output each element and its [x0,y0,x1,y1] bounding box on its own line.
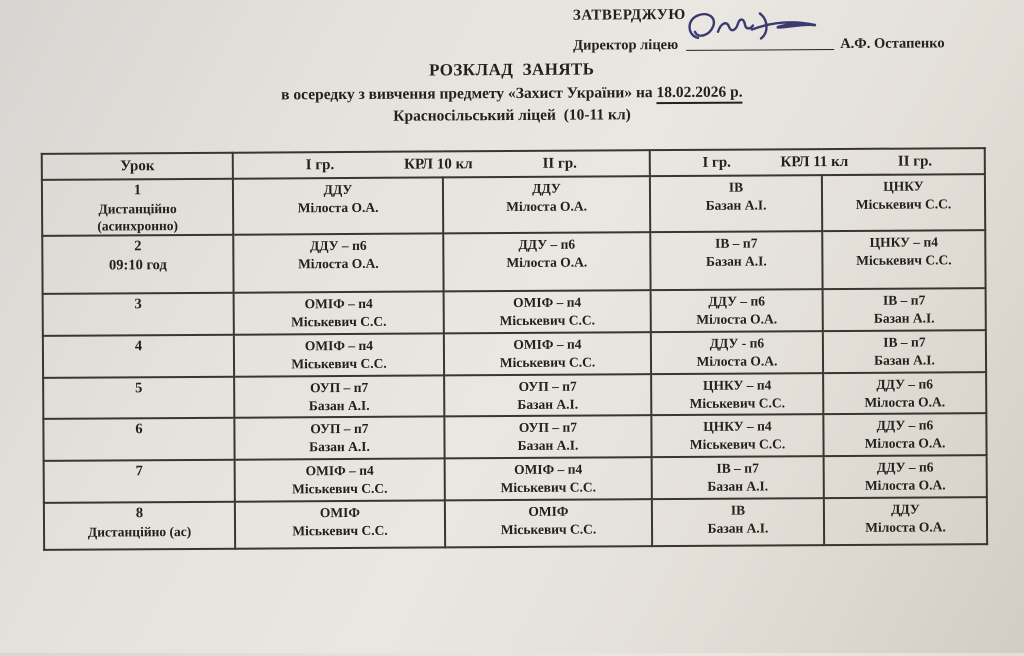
teacher: Базан А.І. [873,310,935,326]
subject: ОМІФ – п4 [305,462,374,479]
teacher: Базан А.І. [707,478,769,494]
subject: ІВ – п7 [882,292,926,308]
subject: ДДУ – п6 [876,459,934,475]
teacher: Мілоста О.А. [696,353,778,369]
schedule-cell [650,175,822,232]
subject: ЦНКУ – п4 [869,234,939,250]
teacher: Базан А.І. [308,397,370,414]
document-title: РОЗКЛАД ЗАНЯТЬ [429,59,595,80]
lesson-number: 6 [135,421,143,438]
table-row [43,413,986,461]
teacher: Мілоста О.А. [864,435,946,451]
class-10-group2-label: ІІ гр. [542,155,577,172]
schedule-cell [822,174,985,231]
lesson-number: 4 [134,338,143,355]
table-row [43,372,986,419]
schedule-cell [235,458,445,501]
lesson-cell [43,293,234,336]
schedule-cell [651,414,823,457]
subject: ОМІФ [319,504,361,521]
schedule-cell [234,291,444,334]
class-11-group2-label: ІІ гр. [897,153,933,170]
teacher: Базан А.І. [707,520,769,536]
schedule-cell [823,413,986,456]
schedule-cell [234,375,444,417]
table-row [42,230,985,294]
teacher: Базан А.І. [705,197,767,213]
table-row [44,455,987,503]
approval-role-label: Директор ліцею [573,36,679,54]
teacher: Базан А.І. [705,253,767,269]
teacher: Базан А.І. [517,437,579,453]
schedule-cell [823,288,986,331]
schedule-cell [444,374,651,416]
document-title-block [40,57,983,128]
schedule-cell [234,333,444,376]
schedule-cell [823,330,986,373]
teacher: Міськевич С.С. [499,354,596,371]
schedule-cell [443,232,650,291]
teacher: Міськевич С.С. [500,479,597,496]
lesson-cell [43,335,234,378]
schedule-cell [233,233,443,292]
lesson-cell [44,502,235,550]
subject: ДДУ – п6 [876,376,934,392]
teacher: Міськевич С.С. [856,252,952,268]
subject: ДДУ [891,501,920,517]
teacher: Базан А.І. [309,438,370,455]
teacher: Мілоста О.А. [506,254,588,271]
lesson-time: 09:10 год [108,257,167,274]
signer-name: А.Ф. Остапенко [840,35,945,52]
subject: ОУП – п7 [310,379,369,396]
subtitle-text: в осередку з вивчення предмету «Захист України» на [281,84,657,104]
subject: ЦНКУ – п4 [702,377,772,393]
subject: ОМІФ – п4 [513,294,582,310]
subject: ДДУ – п6 [518,236,576,252]
subject: ДДУ – п6 [708,293,766,309]
lesson-note: Дистанційно (ас) [87,523,192,540]
schedule-cell [444,290,651,333]
subject: ОМІФ – п4 [514,461,583,477]
schedule-cell [444,415,651,458]
class-10-header [233,150,650,179]
teacher: Мілоста О.А. [506,198,587,215]
table-row [43,330,986,378]
table-row [42,174,985,236]
subject: ДДУ [532,180,561,196]
schedule-cell [651,289,823,332]
subject: ДДУ – п6 [876,417,934,433]
table-row [44,497,987,550]
schedule-cell [824,455,987,498]
teacher: Міськевич С.С. [689,395,786,411]
subject: ІВ – п7 [883,334,926,350]
class-11-group1-label: І гр. [702,154,731,171]
schedule-cell [233,177,443,234]
teacher: Міськевич С.С. [291,355,387,372]
table-row [43,288,986,336]
school-name: Красносільський ліцей (10-11 кл) [393,106,631,125]
teacher: Мілоста О.А. [864,477,946,493]
lesson-column-header: Урок [42,153,233,180]
subject: ЦНКУ [883,178,924,194]
teacher: Міськевич С.С. [291,313,387,330]
schedule-cell [823,372,986,414]
subject: ОМІФ – п4 [304,337,374,354]
class-10-group1-label: І гр. [305,157,335,174]
schedule-date: 18.02.2026 р. [656,84,742,105]
schedule-cell [443,176,650,233]
subject: ЦНКУ – п4 [703,418,772,434]
schedule-cell [652,498,824,546]
teacher: Міськевич С.С. [500,521,597,538]
teacher: Базан А.І. [517,396,579,412]
signature [686,30,838,49]
schedule-cell [652,456,824,499]
schedule-cell [235,500,445,548]
lesson-number: 2 [134,238,142,255]
schedule-cell [444,332,651,375]
lesson-number: 5 [134,380,143,397]
schedule-cell [445,499,652,547]
subject: ІВ [730,502,746,518]
approval-signature-line [573,29,945,54]
teacher: Базан А.І. [874,352,935,368]
schedule-table [41,147,988,551]
teacher: Міськевич С.С. [292,522,388,539]
subject: ДДУ – п6 [309,237,367,254]
subject: ІВ – п7 [715,235,758,251]
teacher: Мілоста О.А. [696,311,778,327]
approval-block [573,5,945,54]
class-11-header [650,148,985,176]
teacher: Міськевич С.С. [689,436,786,452]
handwritten-signature-icon [680,4,850,49]
schedule-cell [651,373,823,415]
teacher: Міськевич С.С. [292,480,388,497]
lesson-number: 3 [134,296,142,313]
subject: ІВ [728,179,744,195]
class-10-label: КРЛ 10 кл [404,156,473,173]
schedule-cell [445,457,652,500]
lesson-number: 7 [135,463,143,480]
subject: ОУП – п7 [310,420,369,437]
schedule-cell [824,497,987,545]
teacher: Мілоста О.А. [297,255,379,272]
subject: ОМІФ – п4 [304,295,373,312]
schedule-cell [234,416,444,459]
teacher: Міськевич С.С. [855,196,952,212]
subject: ІВ – п7 [716,460,759,476]
subject: ДДУ [323,181,353,198]
lesson-cell [42,179,233,236]
subject: ДДУ - п6 [709,335,765,351]
subject: ОМІФ [528,503,569,519]
lesson-cell [42,235,233,294]
subject: ОУП – п7 [518,378,577,394]
class-11-label: КРЛ 11 кл [780,153,849,171]
subject: ОУП – п7 [518,419,578,435]
lesson-cell [44,460,235,503]
lesson-cell [43,377,234,419]
teacher: Мілоста О.А. [864,394,946,410]
teacher: Міськевич С.С. [499,312,595,329]
lesson-number: 1 [133,182,142,199]
approval-heading: ЗАТВЕРДЖУЮ [572,6,686,24]
signature-underline [686,49,834,51]
schedule-cell [650,231,822,290]
schedule-cell [822,230,985,289]
teacher: Мілоста О.А. [297,199,379,216]
teacher: Мілоста О.А. [865,519,946,535]
lesson-note: Дистанційно [98,201,177,217]
subject: ОМІФ – п4 [513,336,582,352]
lesson-number: 8 [135,505,144,522]
lesson-cell [43,418,234,461]
lesson-note: (асинхронно) [97,218,179,234]
document-subtitle [40,82,983,106]
schedule-cell [651,331,823,374]
